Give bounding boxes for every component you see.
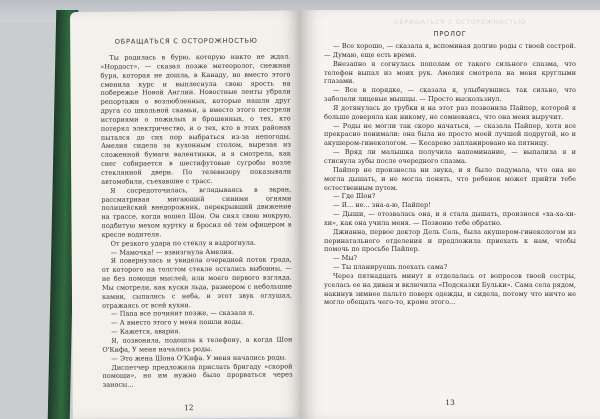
right-paragraph: — Где Шон? — [333, 192, 376, 201]
right-paragraph: — Мы? — [333, 254, 358, 263]
left-paragraph: От резкого удара по стеклу я вздрогнула. — [110, 238, 256, 248]
right-paragraph: Джианна, первое доктор Дель Соль, была акушером-гинекологом из перинатального отделения и предложила приехать к нам, чтобы помочь по просьбе Пайпер. — [324, 227, 576, 254]
left-page-number: 12 — [183, 403, 194, 413]
right-paragraph: Я дотянулась до трубки и на этот раз позвонила Пайпер, которой я больше доверяла как никому, не сомневаясь, что она меня выручит. — [324, 103, 576, 121]
right-paragraph: — Я... не... зна-а-ю, Пайпер! — [333, 201, 431, 210]
left-paragraph: Диспетчер предложила прислать бригаду «скорой помощи», но им нужно было прорваться через заносы... — [102, 361, 293, 390]
bleed-through-head: ОБРАЩАТЬСЯ С ОСТОРОЖНОСТЬЮ — [394, 19, 526, 26]
right-paragraph: — Дыши, — отозвалась она, и я стала дышать, произнося «ха-ха-хи-хи», как она учила меня. — Позвоню тебе обратно. — [324, 210, 576, 227]
right-paragraph: — Ты планируешь поехать сама? — [333, 263, 448, 272]
right-page — [300, 10, 600, 419]
left-running-head: ОБРАЩАТЬСЯ С ОСТОРОЖНОСТЬЮ — [114, 36, 258, 46]
left-paragraph: Я, позвонила, подошла к телефону, а когда Шон О'Кифа, У меня начались роды. — [102, 335, 293, 354]
left-paragraph: — Мамочка! — взвизгнула Амелия. — [110, 247, 234, 257]
left-page — [70, 10, 305, 419]
right-paragraph: — Все хорошо, — сказала я, вспоминая долгие роды с твоей сестрой. — Думаю, еще есть время. — [324, 42, 576, 59]
right-page-text — [324, 42, 576, 307]
right-paragraph: Внезапно я согнулась пополам от такого сильного спазма, что телефон выпал из моих рук. Амелия смотрела на меня круглыми глазами. — [324, 59, 576, 86]
right-page-number: 13 — [445, 398, 455, 407]
left-paragraph: Я повернулась и увидела очередной поток града, от которого на толстом стекле остались выбоины, — не без помощи мыслей, или моего первого взгляда. Мы смотрели, как куски льда, размером с небольшие камни, сыпались с неба, и этот звук оглушал, отражаясь от всей кухни. — [101, 255, 293, 310]
left-paragraph: — Кажется, авария. — [111, 327, 181, 336]
left-paragraph: — А вместо этого у меня пошли воды. — [111, 318, 243, 328]
left-paragraph: — Это жена Шона О'Кифа. У меня начались роды. — [111, 353, 287, 363]
left-paragraph: — Папа все починит позже, — сказала я. — [111, 309, 255, 319]
left-paragraph: Ты родилась в бурю, которую никто не ждал. «Нордост», — сказал позже метеоролог, снежная буря, которая не дошла, в Канаду, но вместо этого сменила курс и выплеснула свою ярость на побережье Новой Англии. Новостные ленты убрали репортажи о возлюбленных, которые нашли друг друга со школьной скамьи, а вместо этого пестрели историями о пожилых и брошенных, о тех, кто потерял электричество, и о тех, кто в этих районах пытался до сих пор выбраться из-за непогоды. Амелия сидела за кухонным столом, вырезая из сложенной бумаги валентинки, и я смотрела, как снег собирается в шестифутовые сугробы возле стеклянной двери. По телевизору показывали автомобили, съехавшие с трасс. — [100, 52, 292, 186]
right-paragraph: Пайпер не произнесла ни звука, и я было подумала, что она не могла дышать, и не могла понять, что ребенок может прийти тебе естественным путем. — [324, 165, 576, 192]
left-page-text — [100, 52, 292, 389]
right-running-head: ПРОЛОГ — [433, 30, 467, 38]
left-paragraph: Я сосредоточилась, вглядываясь в экран, рассматривая мигающий синими огнями полицейский внедорожник, перекрывший движение на трассе, когда вошел Шон. Он снял свою мокрую, подбитую мехом куртку и бросил её тем офицером в кресле водителя. — [101, 185, 292, 239]
right-paragraph: Через пятнадцать минут я отделалась от вопросов твоей сестры, уселась ее на диван и включила «Подсказки Бульки». Сама села рядом, накинув зимнее пальто поверх одежды, и сидела, потому что ничто не могло обещать чего-то, кроме этого... — [324, 271, 576, 307]
right-paragraph: — Вряд ли малышка получила напоминание, — выпалила я и стиснула зубы после очередного спазма. — [324, 148, 576, 165]
right-paragraph: — Роды не могли так скоро начаться, — сказала Пайпер, хотя все прекрасно понимали: она была не просто моей лучшей подругой, но и акушером-гинекологом. — Кесарево запланировано на пятницу. — [324, 121, 576, 148]
right-paragraph: — Все в порядке, — сказала я, улыбнувшись так сильно, что заболели лицевые мышцы. — Просто выскользнул. — [324, 86, 576, 104]
